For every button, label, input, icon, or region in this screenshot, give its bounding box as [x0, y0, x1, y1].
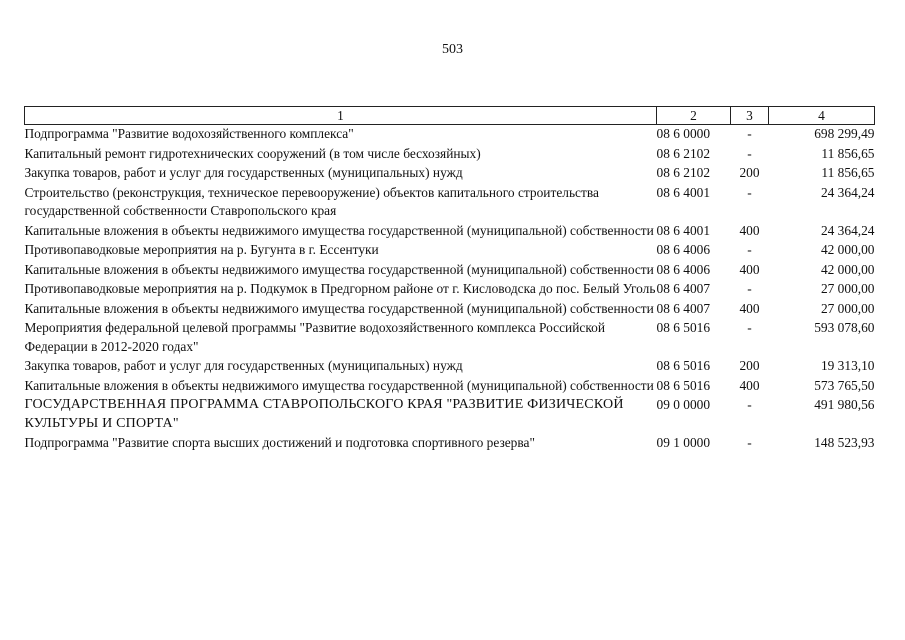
row-code: 08 6 5016 [656, 377, 711, 393]
row-code: 08 6 2102 [656, 165, 711, 180]
row-vr: 400 [739, 261, 760, 277]
budget-table [24, 106, 875, 454]
row-vr: - [747, 320, 752, 335]
row-code: 08 6 2102 [656, 145, 711, 161]
table-header-row [25, 107, 875, 125]
row-code: 08 6 4007 [656, 300, 711, 316]
row-name: Закупка товаров, работ и услуг для государственных (муниципальных) нужд [24, 358, 463, 373]
row-name: Строительство (реконструкция, техническое перевооружение) объектов капитального строительства государственной собственности Ставропольского края [24, 184, 599, 218]
row-amount: 11 856,65 [821, 145, 875, 161]
row-name: Капитальные вложения в объекты недвижимого имущества государственной (муниципальной) собственности [24, 377, 654, 393]
row-vr: 400 [739, 377, 760, 393]
table-row [25, 164, 875, 184]
column-header-name: 1 [25, 107, 657, 125]
row-code: 09 1 0000 [656, 435, 711, 450]
row-name: Противопаводковые мероприятия на р. Подкумок в Предгорном районе от г. Кисловодска до пос. Белый Уголь [24, 281, 656, 296]
row-amount: 42 000,00 [820, 261, 875, 277]
row-name: Капитальный ремонт гидротехнических сооружений (в том числе бесхозяйных) [24, 145, 481, 161]
row-amount: 148 523,93 [814, 435, 875, 450]
column-header-amount: 4 [769, 107, 875, 125]
row-vr: - [747, 435, 752, 450]
row-code: 08 6 5016 [656, 320, 711, 335]
row-amount: 27 000,00 [820, 281, 875, 296]
row-amount: 698 299,49 [814, 126, 875, 141]
table-row [25, 241, 875, 261]
row-code: 08 6 4001 [656, 184, 711, 200]
row-vr: 400 [739, 300, 760, 316]
row-amount: 11 856,65 [821, 165, 875, 180]
row-amount: 24 364,24 [820, 184, 875, 200]
row-name: Закупка товаров, работ и услуг для государственных (муниципальных) нужд [24, 165, 463, 180]
row-name: Капитальные вложения в объекты недвижимого имущества государственной (муниципальной) собственности [24, 261, 654, 277]
table-row [25, 125, 875, 145]
row-amount: 27 000,00 [820, 300, 875, 316]
row-amount: 24 364,24 [820, 222, 875, 238]
row-vr: - [747, 145, 752, 161]
row-name: Подпрограмма "Развитие водохозяйственного комплекса" [24, 126, 354, 141]
row-code: 08 6 4007 [656, 281, 711, 296]
row-vr: 200 [739, 165, 760, 180]
table-row [25, 357, 875, 377]
row-vr: 200 [739, 358, 760, 373]
row-amount: 573 765,50 [814, 377, 875, 393]
page-number: 503 [442, 42, 463, 57]
table-row [25, 377, 875, 397]
row-name: Противопаводковые мероприятия на р. Бугунта в г. Ессентуки [24, 242, 379, 257]
row-code: 09 0 0000 [656, 397, 711, 412]
row-amount: 42 000,00 [820, 242, 875, 257]
row-code: 08 6 0000 [656, 126, 711, 141]
row-name: Капитальные вложения в объекты недвижимого имущества государственной (муниципальной) собственности [24, 222, 654, 238]
row-vr: - [747, 281, 752, 296]
row-code: 08 6 4006 [656, 261, 711, 277]
row-name: Капитальные вложения в объекты недвижимого имущества государственной (муниципальной) собственности [24, 300, 654, 316]
row-amount: 491 980,56 [814, 397, 875, 412]
table-row [25, 300, 875, 320]
column-header-vr: 3 [731, 107, 769, 125]
table-row [25, 222, 875, 242]
table-row [25, 184, 875, 222]
row-code: 08 6 4001 [656, 222, 711, 238]
row-vr: - [747, 242, 752, 257]
row-code: 08 6 5016 [656, 358, 711, 373]
row-name: Подпрограмма "Развитие спорта высших достижений и подготовка спортивного резерва" [24, 435, 535, 450]
table-row [25, 396, 875, 434]
table-row [25, 434, 875, 454]
row-amount: 19 313,10 [820, 358, 875, 373]
table-row [25, 145, 875, 165]
row-name: Мероприятия федеральной целевой программы "Развитие водохозяйственного комплекса Российской Федерации в 2012-2020 годах" [24, 320, 606, 354]
column-header-code: 2 [657, 107, 731, 125]
table-row [25, 319, 875, 357]
row-vr: - [747, 184, 752, 200]
table-row [25, 261, 875, 281]
row-amount: 593 078,60 [814, 320, 875, 335]
table-row [25, 280, 875, 300]
row-vr: - [747, 397, 752, 412]
row-code: 08 6 4006 [656, 242, 711, 257]
row-name: ГОСУДАРСТВЕННАЯ ПРОГРАММА СТАВРОПОЛЬСКОГО КРАЯ "РАЗВИТИЕ ФИЗИЧЕСКОЙ КУЛЬТУРЫ И СПОРТА" [24, 397, 624, 431]
row-vr: - [747, 126, 752, 141]
row-vr: 400 [739, 222, 760, 238]
